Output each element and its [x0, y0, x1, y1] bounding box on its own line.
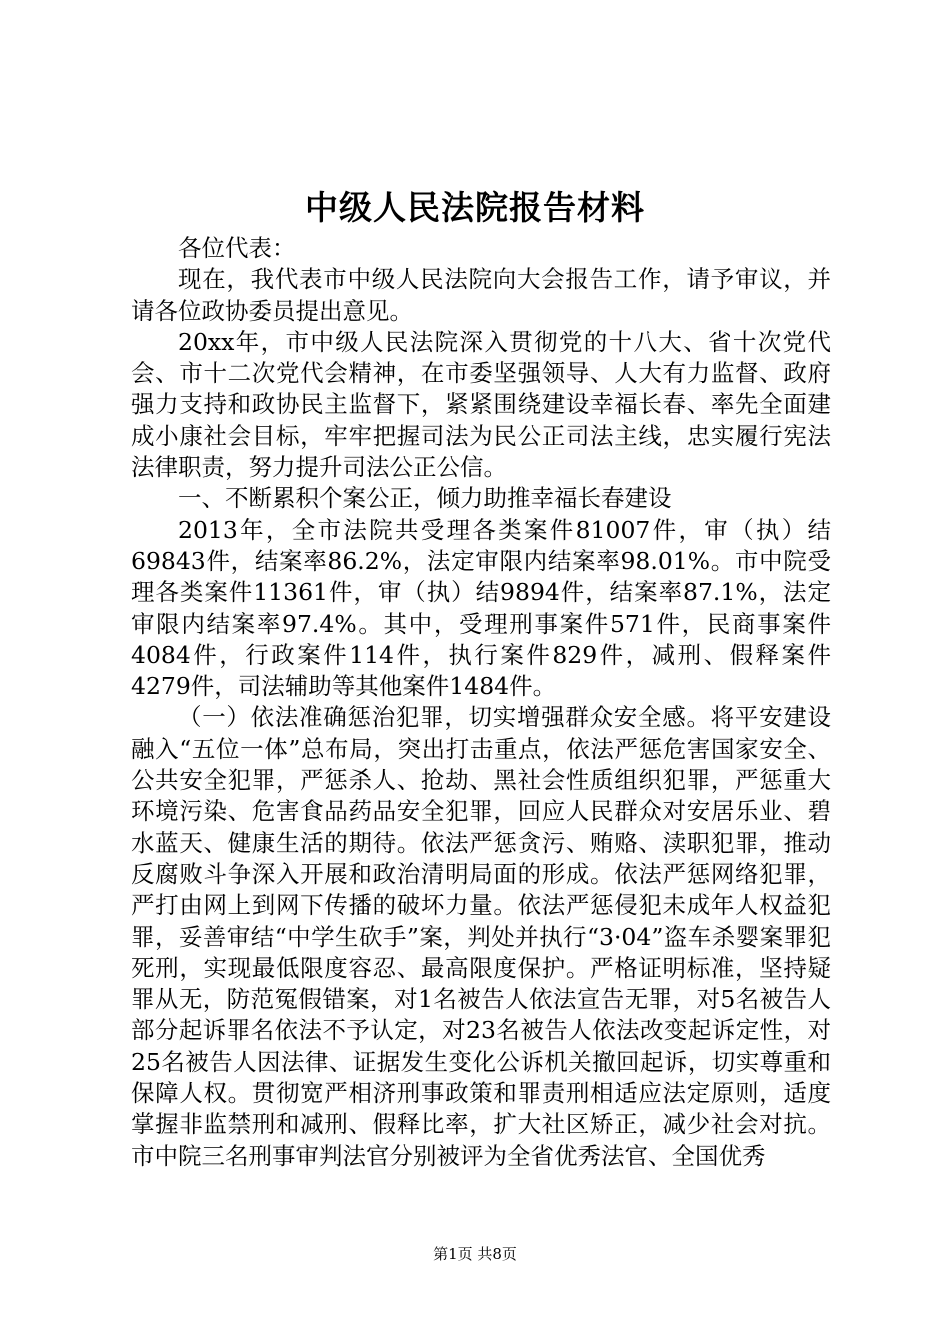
section-heading-1: 一、不断累积个案公正，倾力助推幸福长春建设 [178, 484, 672, 513]
document-title: 中级人民法院报告材料 [305, 188, 645, 227]
paragraph-statistics: 2013年，全市法院共受理各类案件81007件，审（执）结69843件，结案率86.2%，法定审限内结案率98.01%。市中院受理各类案件11361件，审（执）结9894件，结案率87.1%，法定审限内结案率97.4%。其中，受理刑事案件571件，民商事案件4084件，行政案件114件，执行案件829件，减刑、假释案件4279件，司法辅助等其他案件1484件。 [131, 515, 831, 701]
paragraph-intro: 现在，我代表市中级人民法院向大会报告工作，请予审议，并请各位政协委员提出意见。 [131, 265, 831, 325]
paragraph-overview: 20xx年，市中级人民法院深入贯彻党的十八大、省十次党代会、市十二次党代会精神，在市委坚强领导、人大有力监督、政府强力支持和政协民主监督下，紧紧围绕建设幸福长春、率先全面建成小康社会目标，牢牢把握司法为民公正司法主线，忠实履行宪法法律职责，努力提升司法公正公信。 [131, 327, 831, 482]
page-number: 第1页 共8页 [433, 1245, 517, 1263]
document-body [131, 233, 831, 1172]
paragraph-criminal-justice: （一）依法准确惩治犯罪，切实增强群众安全感。将平安建设融入“五位一体”总布局，突出打击重点，依法严惩危害国家安全、公共安全犯罪，严惩杀人、抢劫、黑社会性质组织犯罪，严惩重大环境污染、危害食品药品安全犯罪，回应人民群众对安居乐业、碧水蓝天、健康生活的期待。依法严惩贪污、贿赂、渎职犯罪，推动反腐败斗争深入开展和政治清明局面的形成。依法严惩网络犯罪，严打由网上到网下传播的破坏力量。依法严惩侵犯未成年人权益犯罪，妥善审结“中学生砍手”案，判处并执行“3·04”盗车杀婴案罪犯死刑，实现最低限度容忍、最高限度保护。严格证明标准，坚持疑罪从无，防范冤假错案，对1名被告人依法宣告无罪，对5名被告人部分起诉罪名依法不予认定，对23名被告人依法改变起诉定性，对25名被告人因法律、证据发生变化公诉机关撤回起诉，切实尊重和保障人权。贯彻宽严相济刑事政策和罪责刑相适应法定原则，适度掌握非监禁刑和减刑、假释比率，扩大社区矫正，减少社会对抗。市中院三名刑事审判法官分别被评为全省优秀法官、全国优秀 [131, 703, 831, 1170]
paragraph-salutation: 各位代表： [178, 234, 296, 262]
